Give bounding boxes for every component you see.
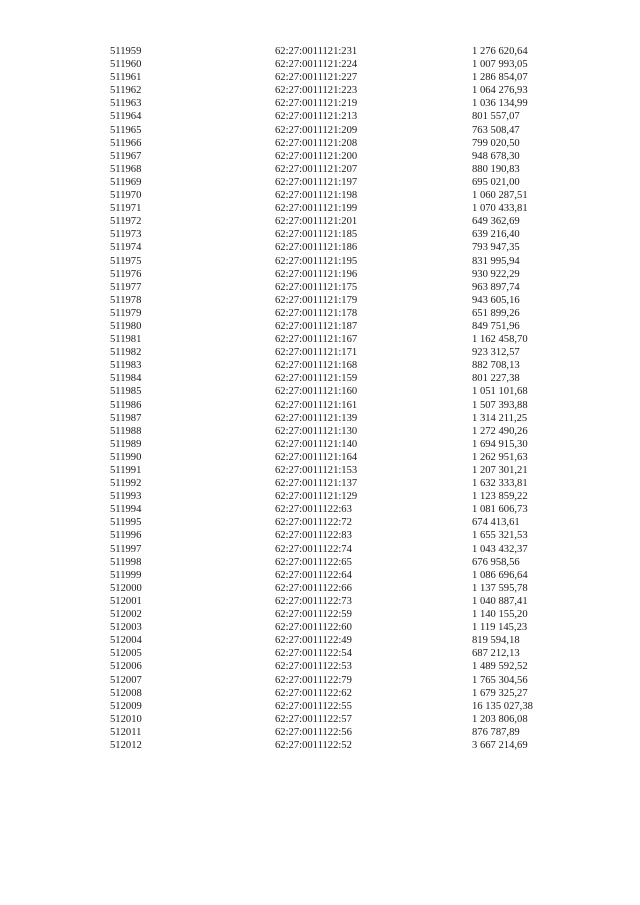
table-row (110, 556, 580, 569)
table-row (110, 634, 580, 647)
row-number-cell: 512009 (110, 700, 142, 712)
cadastral-number-cell: 62:27:0011121:140 (275, 438, 358, 450)
value-cell: 1 272 490,26 (472, 425, 528, 437)
cadastral-number-cell: 62:27:0011121:197 (275, 176, 358, 188)
value-cell: 801 557,07 (472, 111, 520, 123)
row-number-cell: 511993 (110, 491, 142, 503)
table-row (110, 320, 580, 333)
value-cell: 1 007 993,05 (472, 59, 528, 71)
row-number-cell: 511966 (110, 137, 142, 149)
table-row (110, 451, 580, 464)
row-number-cell: 512003 (110, 622, 142, 634)
table-row (110, 228, 580, 241)
value-cell: 880 190,83 (472, 163, 520, 175)
value-cell: 1 679 325,27 (472, 687, 528, 699)
value-cell: 930 922,29 (472, 268, 520, 280)
cadastral-number-cell: 62:27:0011121:161 (275, 399, 358, 411)
cadastral-number-cell: 62:27:0011121:208 (275, 137, 358, 149)
cadastral-number-cell: 62:27:0011121:227 (275, 72, 358, 84)
row-number-cell: 511972 (110, 216, 142, 228)
value-cell: 651 899,26 (472, 307, 520, 319)
row-number-cell: 511969 (110, 176, 142, 188)
table-row (110, 189, 580, 202)
table-row (110, 84, 580, 97)
value-cell: 639 216,40 (472, 229, 520, 241)
row-number-cell: 511968 (110, 163, 142, 175)
table-row (110, 215, 580, 228)
row-number-cell: 511965 (110, 124, 142, 136)
table-row (110, 97, 580, 110)
cadastral-number-cell: 62:27:0011122:64 (275, 569, 352, 581)
value-cell: 695 021,00 (472, 176, 520, 188)
row-number-cell: 511960 (110, 59, 142, 71)
row-number-cell: 512005 (110, 648, 142, 660)
row-number-cell: 511996 (110, 530, 142, 542)
cadastral-number-cell: 62:27:0011121:200 (275, 150, 358, 162)
value-cell: 1 119 145,23 (472, 622, 528, 634)
value-cell: 923 312,57 (472, 347, 520, 359)
row-number-cell: 511984 (110, 373, 142, 385)
cadastral-number-cell: 62:27:0011122:65 (275, 556, 352, 568)
value-cell: 1 081 606,73 (472, 504, 528, 516)
value-cell: 3 667 214,69 (472, 739, 528, 751)
value-cell: 799 020,50 (472, 137, 520, 149)
cadastral-number-cell: 62:27:0011121:224 (275, 59, 358, 71)
value-cell: 1 632 333,81 (472, 478, 528, 490)
value-cell: 793 947,35 (472, 242, 520, 254)
value-cell: 943 605,16 (472, 294, 520, 306)
cadastral-number-cell: 62:27:0011121:168 (275, 360, 358, 372)
cadastral-number-cell: 62:27:0011121:186 (275, 242, 358, 254)
value-cell: 948 678,30 (472, 150, 520, 162)
value-cell: 801 227,38 (472, 373, 520, 385)
table-row (110, 333, 580, 346)
table-row (110, 255, 580, 268)
cadastral-number-cell: 62:27:0011121:207 (275, 163, 358, 175)
cadastral-number-cell: 62:27:0011121:160 (275, 386, 358, 398)
table-row (110, 176, 580, 189)
row-number-cell: 511988 (110, 425, 142, 437)
cadastral-number-cell: 62:27:0011121:130 (275, 425, 358, 437)
row-number-cell: 512010 (110, 713, 142, 725)
table-row (110, 163, 580, 176)
value-cell: 687 212,13 (472, 648, 520, 660)
value-cell: 1 070 433,81 (472, 203, 528, 215)
table-row (110, 346, 580, 359)
table-row (110, 647, 580, 660)
data-table (110, 45, 580, 752)
cadastral-number-cell: 62:27:0011122:60 (275, 622, 352, 634)
cadastral-number-cell: 62:27:0011122:54 (275, 648, 352, 660)
cadastral-number-cell: 62:27:0011121:219 (275, 98, 358, 110)
table-row (110, 713, 580, 726)
cadastral-number-cell: 62:27:0011122:63 (275, 504, 352, 516)
value-cell: 1 162 458,70 (472, 334, 528, 346)
cadastral-number-cell: 62:27:0011121:231 (275, 46, 358, 57)
cadastral-number-cell: 62:27:0011121:223 (275, 85, 358, 97)
cadastral-number-cell: 62:27:0011121:201 (275, 216, 358, 228)
row-number-cell: 512000 (110, 582, 142, 594)
cadastral-number-cell: 62:27:0011122:57 (275, 713, 352, 725)
row-number-cell: 512012 (110, 739, 142, 751)
cadastral-number-cell: 62:27:0011121:198 (275, 190, 358, 202)
value-cell: 882 708,13 (472, 360, 520, 372)
value-cell: 16 135 027,38 (472, 700, 533, 712)
table-row (110, 687, 580, 700)
cadastral-number-cell: 62:27:0011121:159 (275, 373, 358, 385)
table-row (110, 241, 580, 254)
value-cell: 1 203 806,08 (472, 713, 528, 725)
table-row (110, 477, 580, 490)
row-number-cell: 511994 (110, 504, 142, 516)
row-number-cell: 511979 (110, 307, 142, 319)
table-row (110, 490, 580, 503)
cadastral-number-cell: 62:27:0011121:179 (275, 294, 358, 306)
value-cell: 1 262 951,63 (472, 451, 528, 463)
value-cell: 1 140 155,20 (472, 609, 528, 621)
cadastral-number-cell: 62:27:0011122:74 (275, 543, 352, 555)
table-row (110, 202, 580, 215)
table-row (110, 150, 580, 163)
table-row (110, 660, 580, 673)
table-row (110, 595, 580, 608)
row-number-cell: 511987 (110, 412, 142, 424)
cadastral-number-cell: 62:27:0011121:213 (275, 111, 358, 123)
cadastral-number-cell: 62:27:0011121:137 (275, 478, 358, 490)
row-number-cell: 511967 (110, 150, 142, 162)
row-number-cell: 511989 (110, 438, 142, 450)
cadastral-number-cell: 62:27:0011121:175 (275, 281, 358, 293)
table-row (110, 268, 580, 281)
table-row (110, 674, 580, 687)
value-cell: 876 787,89 (472, 726, 520, 738)
cadastral-number-cell: 62:27:0011121:153 (275, 465, 358, 476)
value-cell: 674 413,61 (472, 517, 520, 529)
row-number-cell: 511962 (110, 85, 142, 97)
value-cell: 1 051 101,68 (472, 386, 528, 398)
row-number-cell: 512001 (110, 595, 142, 607)
table-row (110, 700, 580, 713)
value-cell: 1 086 696,64 (472, 569, 528, 581)
value-cell: 676 958,56 (472, 556, 520, 568)
value-cell: 1 036 134,99 (472, 98, 528, 110)
value-cell: 1 040 887,41 (472, 595, 528, 607)
row-number-cell: 511980 (110, 320, 142, 332)
value-cell: 1 489 592,52 (472, 661, 528, 673)
cadastral-number-cell: 62:27:0011122:55 (275, 700, 352, 712)
row-number-cell: 511971 (110, 203, 142, 215)
value-cell: 1 507 393,88 (472, 399, 528, 411)
cadastral-number-cell: 62:27:0011121:178 (275, 307, 358, 319)
value-cell: 1 060 287,51 (472, 190, 528, 202)
cadastral-number-cell: 62:27:0011122:52 (275, 739, 352, 751)
value-cell: 1 276 620,64 (472, 46, 528, 57)
value-cell: 1 286 854,07 (472, 72, 528, 84)
cadastral-number-cell: 62:27:0011121:139 (275, 412, 358, 424)
value-cell: 1 314 211,25 (472, 412, 528, 424)
table-row (110, 281, 580, 294)
cadastral-number-cell: 62:27:0011122:73 (275, 595, 352, 607)
table-row (110, 569, 580, 582)
table-row (110, 58, 580, 71)
cadastral-number-cell: 62:27:0011122:79 (275, 674, 352, 686)
row-number-cell: 511990 (110, 451, 142, 463)
cadastral-number-cell: 62:27:0011122:53 (275, 661, 352, 673)
table-row (110, 45, 580, 58)
row-number-cell: 511970 (110, 190, 142, 202)
row-number-cell: 511976 (110, 268, 142, 280)
table-row (110, 726, 580, 739)
row-number-cell: 511977 (110, 281, 142, 293)
table-row (110, 464, 580, 477)
value-cell: 963 897,74 (472, 281, 520, 293)
row-number-cell: 511986 (110, 399, 142, 411)
cadastral-number-cell: 62:27:0011121:199 (275, 203, 358, 215)
value-cell: 1 043 432,37 (472, 543, 528, 555)
value-cell: 849 751,96 (472, 320, 520, 332)
table-row (110, 739, 580, 752)
row-number-cell: 511985 (110, 386, 142, 398)
table-row (110, 543, 580, 556)
table-row (110, 529, 580, 542)
cadastral-number-cell: 62:27:0011122:66 (275, 582, 352, 594)
row-number-cell: 511973 (110, 229, 142, 241)
row-number-cell: 511983 (110, 360, 142, 372)
row-number-cell: 511963 (110, 98, 142, 110)
cadastral-number-cell: 62:27:0011121:171 (275, 347, 358, 359)
row-number-cell: 511998 (110, 556, 142, 568)
row-number-cell: 511961 (110, 72, 142, 84)
cadastral-number-cell: 62:27:0011121:209 (275, 124, 358, 136)
row-number-cell: 511982 (110, 347, 142, 359)
table-row (110, 372, 580, 385)
table-row (110, 412, 580, 425)
value-cell: 1 123 859,22 (472, 491, 528, 503)
value-cell: 1 694 915,30 (472, 438, 528, 450)
row-number-cell: 511981 (110, 334, 142, 346)
row-number-cell: 512006 (110, 661, 142, 673)
value-cell: 649 362,69 (472, 216, 520, 228)
table-row (110, 399, 580, 412)
cadastral-number-cell: 62:27:0011122:59 (275, 609, 352, 621)
value-cell: 763 508,47 (472, 124, 520, 136)
table-row (110, 582, 580, 595)
row-number-cell: 511964 (110, 111, 142, 123)
table-row (110, 124, 580, 137)
table-row (110, 71, 580, 84)
row-number-cell: 512011 (110, 726, 142, 738)
row-number-cell: 511974 (110, 242, 142, 254)
table-row (110, 503, 580, 516)
row-number-cell: 511999 (110, 569, 142, 581)
value-cell: 1 655 321,53 (472, 530, 528, 542)
cadastral-number-cell: 62:27:0011122:72 (275, 517, 352, 529)
cadastral-number-cell: 62:27:0011122:49 (275, 635, 352, 647)
cadastral-number-cell: 62:27:0011121:129 (275, 491, 358, 503)
value-cell: 1 064 276,93 (472, 85, 528, 97)
table-row (110, 438, 580, 451)
table-row (110, 137, 580, 150)
table-row (110, 608, 580, 621)
row-number-cell: 511978 (110, 294, 142, 306)
cadastral-number-cell: 62:27:0011122:56 (275, 726, 352, 738)
table-row (110, 385, 580, 398)
cadastral-number-cell: 62:27:0011121:187 (275, 320, 358, 332)
table-row (110, 425, 580, 438)
cadastral-number-cell: 62:27:0011122:62 (275, 687, 352, 699)
row-number-cell: 512002 (110, 609, 142, 621)
cadastral-number-cell: 62:27:0011121:196 (275, 268, 358, 280)
table-row (110, 110, 580, 123)
value-cell: 1 137 595,78 (472, 582, 528, 594)
row-number-cell: 511995 (110, 517, 142, 529)
value-cell: 1 207 301,21 (472, 465, 528, 476)
table-row (110, 294, 580, 307)
cadastral-number-cell: 62:27:0011122:83 (275, 530, 352, 542)
row-number-cell: 511992 (110, 478, 142, 490)
table-row (110, 359, 580, 372)
row-number-cell: 512008 (110, 687, 142, 699)
cadastral-number-cell: 62:27:0011121:167 (275, 334, 358, 346)
row-number-cell: 512004 (110, 635, 142, 647)
value-cell: 819 594,18 (472, 635, 520, 647)
table-row (110, 516, 580, 529)
value-cell: 831 995,94 (472, 255, 520, 267)
row-number-cell: 511975 (110, 255, 142, 267)
table-row (110, 621, 580, 634)
cadastral-number-cell: 62:27:0011121:195 (275, 255, 358, 267)
row-number-cell: 512007 (110, 674, 142, 686)
value-cell: 1 765 304,56 (472, 674, 528, 686)
row-number-cell: 511997 (110, 543, 142, 555)
cadastral-number-cell: 62:27:0011121:185 (275, 229, 358, 241)
row-number-cell: 511991 (110, 465, 142, 476)
row-number-cell: 511959 (110, 46, 142, 57)
table-row (110, 307, 580, 320)
cadastral-number-cell: 62:27:0011121:164 (275, 451, 358, 463)
